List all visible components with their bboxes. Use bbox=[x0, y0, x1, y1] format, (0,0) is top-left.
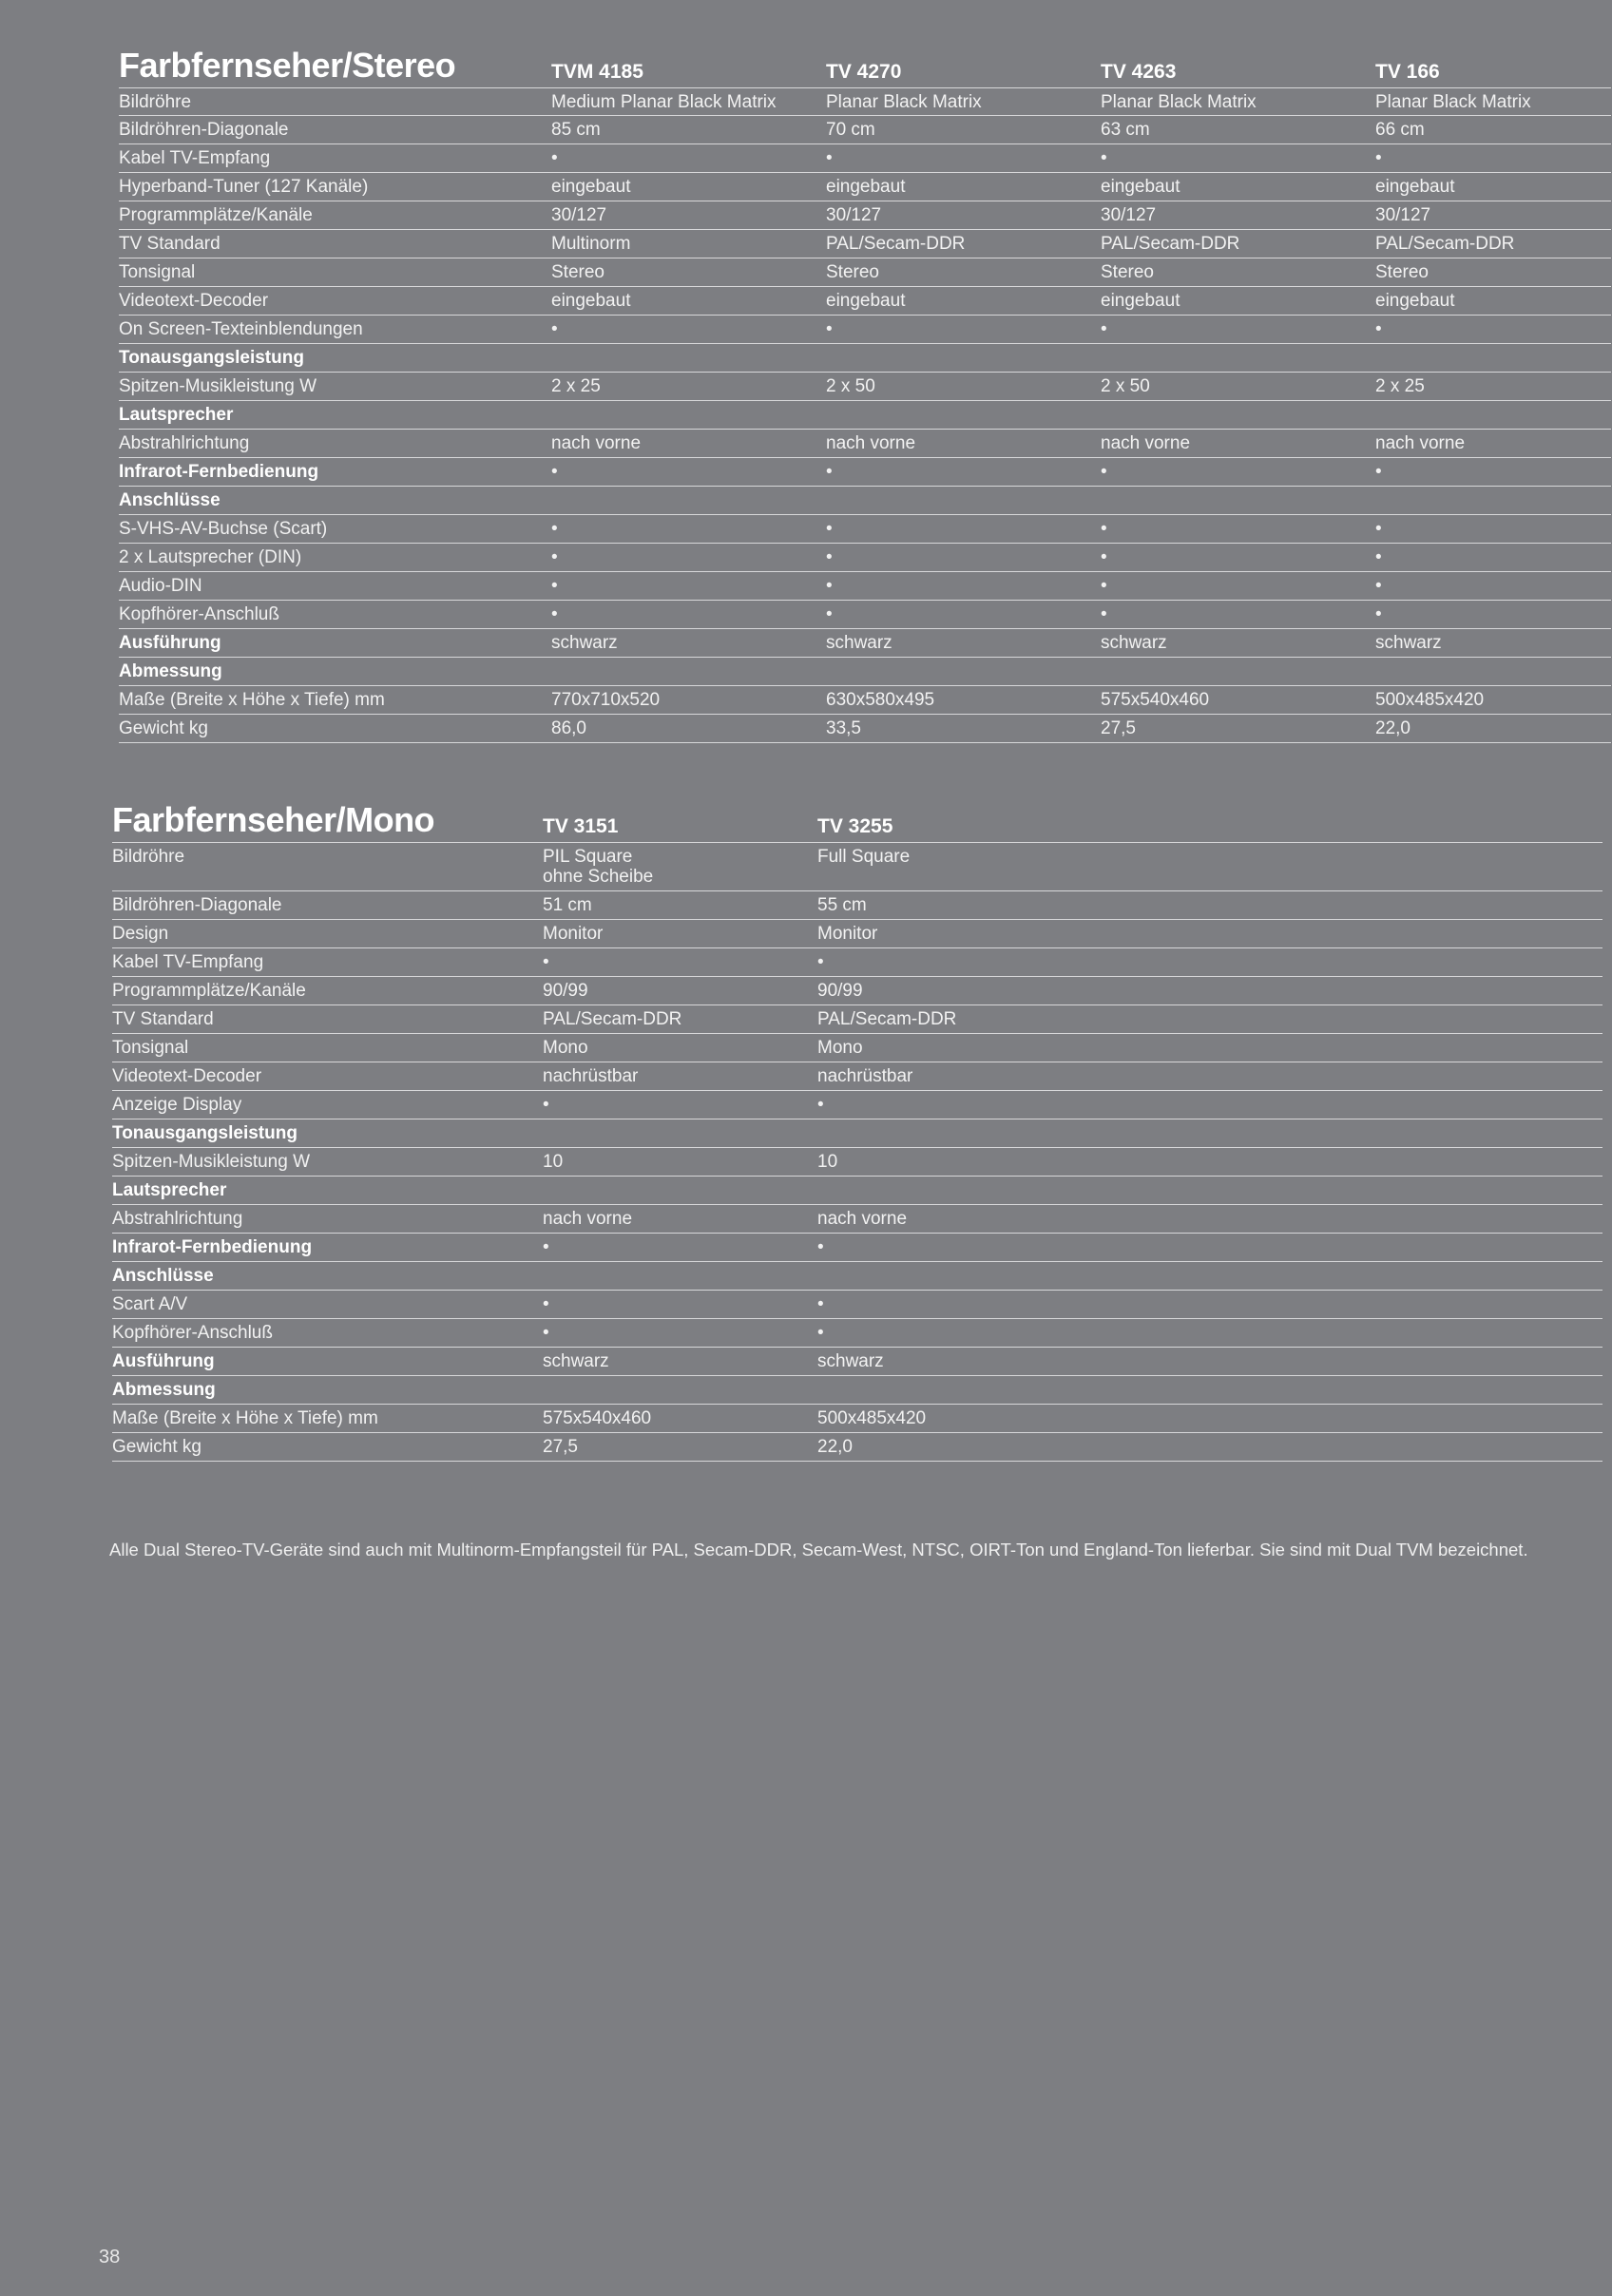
row-value: • bbox=[1375, 519, 1382, 539]
table-section-row bbox=[112, 1262, 1602, 1291]
row-value: • bbox=[551, 148, 558, 168]
model-name-1: TV 4270 bbox=[826, 61, 902, 83]
row-value: • bbox=[826, 576, 833, 596]
row-value: 90/99 bbox=[543, 981, 588, 1001]
row-value: • bbox=[826, 319, 833, 339]
table-section-row bbox=[119, 629, 1611, 658]
table-row bbox=[119, 258, 1611, 287]
row-value: 86,0 bbox=[551, 718, 586, 738]
row-label: Spitzen-Musikleistung W bbox=[112, 1152, 311, 1172]
row-label: Hyperband-Tuner (127 Kanäle) bbox=[119, 177, 369, 197]
table-row bbox=[112, 1148, 1602, 1177]
table-row bbox=[112, 1291, 1602, 1319]
row-value: 2 x 25 bbox=[551, 376, 601, 396]
row-value: • bbox=[1375, 148, 1382, 168]
row-label: Anzeige Display bbox=[112, 1095, 242, 1115]
stereo-table-header bbox=[119, 44, 1611, 87]
row-value: • bbox=[543, 1237, 549, 1257]
row-value: PAL/Secam-DDR bbox=[543, 1009, 682, 1029]
table-row bbox=[119, 173, 1611, 201]
row-value: 33,5 bbox=[826, 718, 861, 738]
row-label: Scart A/V bbox=[112, 1294, 188, 1314]
row-value: Medium Planar Black Matrix bbox=[551, 92, 777, 112]
row-value: • bbox=[543, 1323, 549, 1343]
table-section-row bbox=[119, 458, 1611, 487]
stereo-table-rows bbox=[119, 87, 1611, 743]
row-value: Stereo bbox=[1101, 262, 1154, 282]
row-value: 55 cm bbox=[817, 895, 867, 915]
mono-spec-table bbox=[112, 798, 1602, 1462]
row-value: • bbox=[1101, 604, 1107, 624]
row-value: Planar Black Matrix bbox=[826, 92, 982, 112]
table-row bbox=[112, 1034, 1602, 1062]
model-name-0: TV 3151 bbox=[543, 815, 619, 837]
table-section-row bbox=[112, 1234, 1602, 1262]
row-value: • bbox=[1101, 576, 1107, 596]
row-value: nach vorne bbox=[1375, 433, 1466, 453]
row-label: TV Standard bbox=[112, 1009, 214, 1029]
row-value: • bbox=[543, 1294, 549, 1314]
row-label: TV Standard bbox=[119, 234, 221, 254]
table-row bbox=[112, 977, 1602, 1005]
row-label: Tonsignal bbox=[119, 262, 196, 282]
row-value: Monitor bbox=[543, 924, 604, 944]
row-label: Kabel TV-Empfang bbox=[119, 148, 271, 168]
row-value: 66 cm bbox=[1375, 120, 1425, 140]
row-value: • bbox=[551, 547, 558, 567]
row-value: Monitor bbox=[817, 924, 878, 944]
row-value: 63 cm bbox=[1101, 120, 1150, 140]
row-label: Bildröhre bbox=[112, 847, 185, 867]
row-value: PIL Square ohne Scheibe bbox=[543, 847, 654, 887]
table-section-row bbox=[119, 401, 1611, 430]
table-row bbox=[119, 601, 1611, 629]
row-label: Ausführung bbox=[119, 633, 221, 653]
row-value: • bbox=[817, 1294, 824, 1314]
table-row bbox=[112, 948, 1602, 977]
row-label: Tonsignal bbox=[112, 1038, 189, 1058]
table-section-row bbox=[112, 1177, 1602, 1205]
row-value: 30/127 bbox=[1101, 205, 1157, 225]
row-value: 770x710x520 bbox=[551, 690, 661, 710]
row-label: Videotext-Decoder bbox=[119, 291, 269, 311]
row-label: Tonausgangsleistung bbox=[112, 1123, 297, 1143]
row-value: eingebaut bbox=[551, 291, 631, 311]
mono-table-header bbox=[112, 798, 1602, 842]
model-name-3: TV 166 bbox=[1375, 61, 1440, 83]
row-value: • bbox=[826, 604, 833, 624]
table-row bbox=[112, 1405, 1602, 1433]
row-value: 30/127 bbox=[1375, 205, 1431, 225]
model-name-2: TV 4263 bbox=[1101, 61, 1177, 83]
row-value: • bbox=[1375, 604, 1382, 624]
table-row bbox=[119, 515, 1611, 544]
row-label: S-VHS-AV-Buchse (Scart) bbox=[119, 519, 328, 539]
row-value: nachrüstbar bbox=[543, 1066, 639, 1086]
row-value: PAL/Secam-DDR bbox=[826, 234, 966, 254]
row-value: 70 cm bbox=[826, 120, 875, 140]
row-value: 10 bbox=[817, 1152, 838, 1172]
table-section-row bbox=[112, 1119, 1602, 1148]
row-label: Maße (Breite x Höhe x Tiefe) mm bbox=[112, 1408, 378, 1428]
row-value: • bbox=[826, 462, 833, 482]
row-value: eingebaut bbox=[826, 291, 906, 311]
row-label: Design bbox=[112, 924, 169, 944]
row-value: • bbox=[551, 519, 558, 539]
row-value: nach vorne bbox=[1101, 433, 1191, 453]
row-value: eingebaut bbox=[1375, 291, 1455, 311]
model-name-0: TVM 4185 bbox=[551, 61, 643, 83]
table-row bbox=[112, 1433, 1602, 1462]
row-value: • bbox=[1375, 547, 1382, 567]
row-label: Bildröhre bbox=[119, 92, 192, 112]
row-value: schwarz bbox=[826, 633, 892, 653]
row-label: Abstrahlrichtung bbox=[119, 433, 250, 453]
row-value: schwarz bbox=[543, 1351, 609, 1371]
table-row bbox=[119, 201, 1611, 230]
row-value: eingebaut bbox=[1375, 177, 1455, 197]
row-label: Infrarot-Fernbedienung bbox=[119, 462, 319, 482]
row-value: 85 cm bbox=[551, 120, 601, 140]
row-value: • bbox=[1375, 576, 1382, 596]
row-value: schwarz bbox=[817, 1351, 884, 1371]
row-label: Abmessung bbox=[119, 661, 222, 681]
mono-table-rows bbox=[112, 842, 1602, 1462]
row-value: nach vorne bbox=[543, 1209, 633, 1229]
row-label: Lautsprecher bbox=[119, 405, 234, 425]
row-value: Stereo bbox=[826, 262, 879, 282]
row-value: • bbox=[543, 1095, 549, 1115]
row-value: nach vorne bbox=[551, 433, 642, 453]
table-section-row bbox=[119, 487, 1611, 515]
table-row bbox=[112, 891, 1602, 920]
row-value: schwarz bbox=[1101, 633, 1167, 653]
row-label: Programmplätze/Kanäle bbox=[119, 205, 313, 225]
row-label: Tonausgangsleistung bbox=[119, 348, 304, 368]
table-row bbox=[119, 572, 1611, 601]
row-label: Audio-DIN bbox=[119, 576, 202, 596]
table-row bbox=[119, 144, 1611, 173]
row-label: Videotext-Decoder bbox=[112, 1066, 262, 1086]
row-value: • bbox=[817, 952, 824, 972]
row-value: Mono bbox=[817, 1038, 863, 1058]
table-section-row bbox=[112, 1376, 1602, 1405]
row-label: Bildröhren-Diagonale bbox=[112, 895, 282, 915]
row-value: • bbox=[543, 952, 549, 972]
row-value: 90/99 bbox=[817, 981, 863, 1001]
row-label: 2 x Lautsprecher (DIN) bbox=[119, 547, 302, 567]
page-number: 38 bbox=[99, 2247, 121, 2267]
row-label: Spitzen-Musikleistung W bbox=[119, 376, 317, 396]
row-label: Ausführung bbox=[112, 1351, 215, 1371]
row-label: Bildröhren-Diagonale bbox=[119, 120, 289, 140]
row-value: • bbox=[817, 1323, 824, 1343]
row-value: 2 x 50 bbox=[1101, 376, 1150, 396]
row-value: PAL/Secam-DDR bbox=[1375, 234, 1515, 254]
row-label: Abmessung bbox=[112, 1380, 216, 1400]
row-label: Gewicht kg bbox=[119, 718, 208, 738]
row-label: On Screen-Texteinblendungen bbox=[119, 319, 363, 339]
row-value: • bbox=[826, 547, 833, 567]
row-value: • bbox=[826, 148, 833, 168]
row-label: Gewicht kg bbox=[112, 1437, 202, 1457]
row-value: 10 bbox=[543, 1152, 564, 1172]
row-value: • bbox=[1375, 462, 1382, 482]
row-value: • bbox=[551, 319, 558, 339]
row-label: Kopfhörer-Anschluß bbox=[112, 1323, 273, 1343]
row-value: 51 cm bbox=[543, 895, 592, 915]
row-value: 22,0 bbox=[1375, 718, 1410, 738]
row-value: 500x485x420 bbox=[1375, 690, 1485, 710]
mono-section-title: Farbfernseher/Mono bbox=[112, 800, 435, 839]
stereo-section-title: Farbfernseher/Stereo bbox=[119, 46, 456, 85]
table-row bbox=[119, 544, 1611, 572]
row-value: schwarz bbox=[1375, 633, 1442, 653]
row-value: Stereo bbox=[551, 262, 604, 282]
row-value: 27,5 bbox=[1101, 718, 1136, 738]
row-value: 30/127 bbox=[826, 205, 882, 225]
row-value: Full Square bbox=[817, 847, 911, 867]
row-label: Programmplätze/Kanäle bbox=[112, 981, 306, 1001]
row-value: • bbox=[1101, 547, 1107, 567]
table-row bbox=[112, 1062, 1602, 1091]
row-value: 30/127 bbox=[551, 205, 607, 225]
row-value: nachrüstbar bbox=[817, 1066, 913, 1086]
row-value: Multinorm bbox=[551, 234, 631, 254]
row-value: schwarz bbox=[551, 633, 618, 653]
table-row bbox=[119, 430, 1611, 458]
table-row bbox=[119, 287, 1611, 316]
row-label: Infrarot-Fernbedienung bbox=[112, 1237, 313, 1257]
row-value: • bbox=[551, 576, 558, 596]
table-row bbox=[112, 842, 1602, 891]
row-value: PAL/Secam-DDR bbox=[1101, 234, 1240, 254]
row-value: 575x540x460 bbox=[543, 1408, 652, 1428]
table-section-row bbox=[119, 658, 1611, 686]
row-value: • bbox=[1101, 319, 1107, 339]
table-section-row bbox=[112, 1348, 1602, 1376]
row-value: 630x580x495 bbox=[826, 690, 935, 710]
row-label: Abstrahlrichtung bbox=[112, 1209, 243, 1229]
row-value: • bbox=[817, 1237, 824, 1257]
table-row bbox=[112, 1005, 1602, 1034]
stereo-spec-table bbox=[119, 44, 1611, 743]
row-label: Kopfhörer-Anschluß bbox=[119, 604, 279, 624]
row-label: Anschlüsse bbox=[112, 1266, 214, 1286]
row-value: nach vorne bbox=[817, 1209, 908, 1229]
row-value: eingebaut bbox=[1101, 291, 1180, 311]
row-value: 2 x 25 bbox=[1375, 376, 1425, 396]
row-label: Anschlüsse bbox=[119, 490, 221, 510]
row-value: 27,5 bbox=[543, 1437, 578, 1457]
row-value: Stereo bbox=[1375, 262, 1429, 282]
row-label: Lautsprecher bbox=[112, 1180, 227, 1200]
row-value: 2 x 50 bbox=[826, 376, 875, 396]
table-row bbox=[119, 715, 1611, 743]
table-row bbox=[112, 920, 1602, 948]
row-value: • bbox=[1101, 462, 1107, 482]
row-value: Planar Black Matrix bbox=[1101, 92, 1257, 112]
row-label: Maße (Breite x Höhe x Tiefe) mm bbox=[119, 690, 385, 710]
row-value: • bbox=[551, 462, 558, 482]
table-row bbox=[119, 373, 1611, 401]
row-value: nach vorne bbox=[826, 433, 916, 453]
row-value: eingebaut bbox=[1101, 177, 1180, 197]
table-row bbox=[119, 230, 1611, 258]
row-value: • bbox=[1101, 148, 1107, 168]
row-value: Mono bbox=[543, 1038, 588, 1058]
table-row bbox=[112, 1205, 1602, 1234]
row-value: • bbox=[826, 519, 833, 539]
row-label: Kabel TV-Empfang bbox=[112, 952, 264, 972]
footnote: Alle Dual Stereo-TV-Geräte sind auch mit Multinorm-Empfangsteil für PAL, Secam-DDR, Secam-West, NTSC, OIRT-Ton und England-Ton lieferbar. Sie sind mit Dual TVM bezeichnet. bbox=[109, 1540, 1528, 1559]
row-value: 500x485x420 bbox=[817, 1408, 927, 1428]
row-value: 575x540x460 bbox=[1101, 690, 1210, 710]
row-value: • bbox=[551, 604, 558, 624]
table-row bbox=[119, 87, 1611, 116]
row-value: 22,0 bbox=[817, 1437, 853, 1457]
table-row bbox=[112, 1091, 1602, 1119]
row-value: PAL/Secam-DDR bbox=[817, 1009, 957, 1029]
model-name-1: TV 3255 bbox=[817, 815, 893, 837]
row-value: • bbox=[1101, 519, 1107, 539]
row-value: Planar Black Matrix bbox=[1375, 92, 1531, 112]
row-value: eingebaut bbox=[551, 177, 631, 197]
table-row bbox=[119, 116, 1611, 144]
row-value: • bbox=[817, 1095, 824, 1115]
table-row bbox=[112, 1319, 1602, 1348]
row-value: • bbox=[1375, 319, 1382, 339]
row-value: eingebaut bbox=[826, 177, 906, 197]
table-row bbox=[119, 686, 1611, 715]
table-row bbox=[119, 316, 1611, 344]
table-section-row bbox=[119, 344, 1611, 373]
